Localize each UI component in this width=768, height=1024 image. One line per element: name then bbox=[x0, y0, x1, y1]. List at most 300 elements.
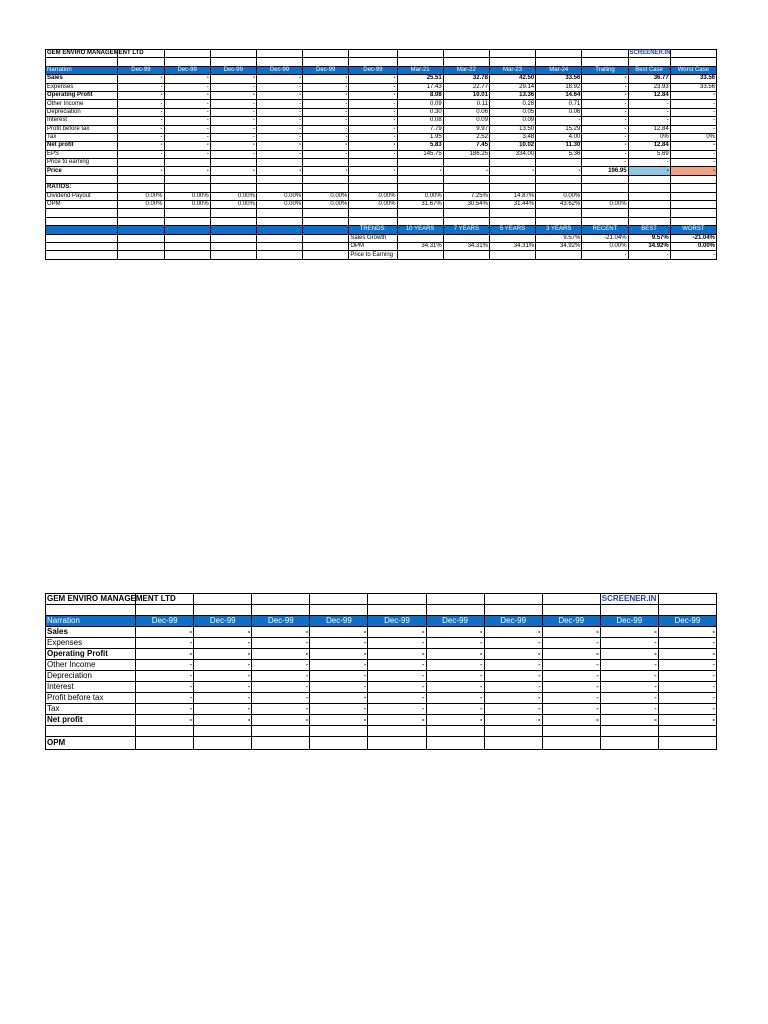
value-cell[interactable]: - bbox=[628, 167, 670, 175]
value-cell[interactable]: 33.56 bbox=[670, 83, 716, 91]
empty-cell[interactable] bbox=[484, 737, 542, 750]
value-cell[interactable] bbox=[443, 159, 489, 167]
value-cell[interactable]: 196.95 bbox=[582, 167, 628, 175]
value-cell[interactable]: - bbox=[582, 159, 628, 167]
empty-cell[interactable] bbox=[310, 726, 368, 737]
value-cell[interactable]: - bbox=[118, 167, 164, 175]
empty-cell[interactable] bbox=[118, 58, 164, 66]
value-cell[interactable]: 5.83 bbox=[397, 142, 443, 150]
value-cell[interactable]: - bbox=[164, 91, 210, 99]
value-cell[interactable]: - bbox=[310, 660, 368, 671]
value-cell[interactable]: - bbox=[256, 167, 302, 175]
value-cell[interactable]: - bbox=[349, 117, 397, 125]
empty-cell[interactable] bbox=[349, 58, 397, 66]
value-cell[interactable]: - bbox=[542, 693, 600, 704]
trends-header[interactable]: RECENT bbox=[582, 226, 628, 234]
column-header[interactable]: Dec-99 bbox=[194, 616, 252, 627]
empty-cell[interactable] bbox=[484, 594, 542, 605]
empty-cell[interactable] bbox=[164, 50, 210, 58]
trends-header[interactable]: 7 YEARS bbox=[443, 226, 489, 234]
value-cell[interactable]: 3.48 bbox=[489, 133, 535, 141]
empty-cell[interactable] bbox=[164, 184, 210, 192]
value-cell[interactable]: - bbox=[542, 660, 600, 671]
empty-cell[interactable] bbox=[489, 209, 535, 217]
trend-value[interactable] bbox=[536, 251, 582, 259]
empty-cell[interactable] bbox=[397, 58, 443, 66]
value-cell[interactable]: 0.00% bbox=[164, 192, 210, 200]
value-cell[interactable]: 13.50 bbox=[489, 125, 535, 133]
value-cell[interactable]: 0.00% bbox=[118, 192, 164, 200]
value-cell[interactable]: - bbox=[256, 83, 302, 91]
value-cell[interactable]: 186.25 bbox=[443, 150, 489, 158]
value-cell[interactable]: 43.62% bbox=[536, 201, 582, 209]
empty-cell[interactable] bbox=[368, 594, 426, 605]
empty-cell[interactable] bbox=[443, 58, 489, 66]
value-cell[interactable]: - bbox=[600, 671, 658, 682]
empty-cell[interactable] bbox=[443, 184, 489, 192]
value-cell[interactable] bbox=[489, 159, 535, 167]
value-cell[interactable] bbox=[164, 159, 210, 167]
column-header[interactable]: Trailing bbox=[582, 66, 628, 74]
value-cell[interactable]: - bbox=[670, 125, 716, 133]
value-cell[interactable]: 0.08 bbox=[397, 117, 443, 125]
trend-label[interactable]: Sales Growth bbox=[349, 234, 397, 242]
empty-cell[interactable] bbox=[252, 594, 310, 605]
empty-cell[interactable] bbox=[210, 217, 256, 225]
value-cell[interactable]: - bbox=[136, 671, 194, 682]
value-cell[interactable] bbox=[628, 192, 670, 200]
value-cell[interactable]: 0.09 bbox=[443, 117, 489, 125]
empty-cell[interactable] bbox=[426, 594, 484, 605]
column-header[interactable]: Dec-99 bbox=[164, 66, 210, 74]
value-cell[interactable]: 145.75 bbox=[397, 150, 443, 158]
row-label[interactable]: Profit before tax bbox=[46, 125, 118, 133]
value-cell[interactable]: 0% bbox=[628, 133, 670, 141]
empty-cell[interactable] bbox=[46, 58, 118, 66]
empty-cell[interactable] bbox=[658, 605, 716, 616]
empty-cell[interactable] bbox=[349, 50, 397, 58]
value-cell[interactable]: - bbox=[136, 638, 194, 649]
empty-cell[interactable] bbox=[349, 209, 397, 217]
row-label[interactable]: Operating Profit bbox=[46, 649, 136, 660]
empty-cell[interactable] bbox=[118, 251, 164, 259]
value-cell[interactable]: - bbox=[397, 167, 443, 175]
narration-header[interactable]: Narration bbox=[46, 66, 118, 74]
column-header[interactable]: Dec-99 bbox=[426, 616, 484, 627]
value-cell[interactable]: - bbox=[536, 167, 582, 175]
value-cell[interactable]: - bbox=[542, 627, 600, 638]
empty-cell[interactable] bbox=[303, 58, 349, 66]
value-cell[interactable]: 12.84 bbox=[628, 125, 670, 133]
screener-link[interactable]: SCREENER.IN bbox=[601, 594, 657, 603]
empty-cell[interactable] bbox=[210, 175, 256, 183]
trend-value[interactable] bbox=[397, 251, 443, 259]
value-cell[interactable]: - bbox=[484, 693, 542, 704]
empty-cell[interactable] bbox=[136, 737, 194, 750]
value-cell[interactable]: 0.00% bbox=[303, 201, 349, 209]
value-cell[interactable]: - bbox=[658, 627, 716, 638]
value-cell[interactable]: - bbox=[484, 671, 542, 682]
ratios-label[interactable]: RATIOS: bbox=[46, 184, 118, 192]
empty-cell[interactable] bbox=[628, 58, 670, 66]
empty-cell[interactable] bbox=[303, 217, 349, 225]
empty-cell[interactable] bbox=[118, 242, 164, 250]
value-cell[interactable]: - bbox=[310, 682, 368, 693]
trends-header[interactable]: WORST bbox=[670, 226, 716, 234]
empty-cell[interactable] bbox=[164, 226, 210, 234]
trend-value[interactable]: 34.31% bbox=[443, 242, 489, 250]
value-cell[interactable]: 0.00% bbox=[536, 192, 582, 200]
value-cell[interactable] bbox=[303, 159, 349, 167]
row-label[interactable]: Net profit bbox=[46, 715, 136, 726]
column-header[interactable]: Mar-21 bbox=[397, 66, 443, 74]
empty-cell[interactable] bbox=[256, 175, 302, 183]
empty-cell[interactable] bbox=[256, 226, 302, 234]
value-cell[interactable]: - bbox=[252, 649, 310, 660]
empty-cell[interactable] bbox=[256, 58, 302, 66]
value-cell[interactable]: 33.56 bbox=[536, 75, 582, 83]
value-cell[interactable]: - bbox=[118, 91, 164, 99]
empty-cell[interactable] bbox=[303, 251, 349, 259]
row-label[interactable]: Interest bbox=[46, 117, 118, 125]
trend-value[interactable]: - bbox=[670, 251, 716, 259]
empty-cell[interactable] bbox=[118, 209, 164, 217]
empty-cell[interactable] bbox=[310, 605, 368, 616]
empty-cell[interactable] bbox=[582, 184, 628, 192]
empty-cell[interactable] bbox=[164, 242, 210, 250]
value-cell[interactable]: - bbox=[658, 715, 716, 726]
empty-cell[interactable] bbox=[256, 217, 302, 225]
empty-cell[interactable] bbox=[426, 726, 484, 737]
value-cell[interactable]: - bbox=[252, 715, 310, 726]
value-cell[interactable]: - bbox=[658, 693, 716, 704]
empty-cell[interactable] bbox=[628, 175, 670, 183]
trend-value[interactable]: - bbox=[582, 251, 628, 259]
empty-cell[interactable] bbox=[252, 726, 310, 737]
value-cell[interactable]: - bbox=[164, 133, 210, 141]
value-cell[interactable]: 0.00% bbox=[303, 192, 349, 200]
empty-cell[interactable] bbox=[536, 184, 582, 192]
row-label[interactable]: Profit before tax bbox=[46, 693, 136, 704]
value-cell[interactable]: - bbox=[210, 125, 256, 133]
empty-cell[interactable] bbox=[600, 605, 658, 616]
value-cell[interactable]: - bbox=[210, 83, 256, 91]
value-cell[interactable]: - bbox=[310, 627, 368, 638]
empty-cell[interactable] bbox=[397, 184, 443, 192]
empty-cell[interactable] bbox=[489, 217, 535, 225]
value-cell[interactable]: - bbox=[484, 704, 542, 715]
value-cell[interactable]: - bbox=[600, 715, 658, 726]
value-cell[interactable] bbox=[670, 201, 716, 209]
empty-cell[interactable] bbox=[489, 175, 535, 183]
row-label[interactable]: EPS bbox=[46, 150, 118, 158]
empty-cell[interactable] bbox=[536, 58, 582, 66]
value-cell[interactable]: 22.77 bbox=[443, 83, 489, 91]
empty-cell[interactable] bbox=[536, 175, 582, 183]
trend-value[interactable]: -21.04% bbox=[670, 234, 716, 242]
value-cell[interactable]: - bbox=[582, 91, 628, 99]
value-cell[interactable] bbox=[582, 192, 628, 200]
value-cell[interactable]: - bbox=[118, 142, 164, 150]
value-cell[interactable]: - bbox=[310, 715, 368, 726]
trend-value[interactable]: -21.04% bbox=[582, 234, 628, 242]
value-cell[interactable]: - bbox=[600, 682, 658, 693]
value-cell[interactable]: - bbox=[303, 125, 349, 133]
value-cell[interactable]: - bbox=[582, 125, 628, 133]
value-cell[interactable]: - bbox=[349, 125, 397, 133]
value-cell[interactable]: 10.02 bbox=[489, 142, 535, 150]
value-cell[interactable]: - bbox=[256, 142, 302, 150]
value-cell[interactable]: - bbox=[164, 83, 210, 91]
empty-cell[interactable] bbox=[164, 217, 210, 225]
empty-cell[interactable] bbox=[426, 605, 484, 616]
company-name[interactable]: GEM ENVIRO MANAGEMENT LTD bbox=[47, 50, 144, 57]
value-cell[interactable]: - bbox=[368, 704, 426, 715]
value-cell[interactable]: - bbox=[256, 75, 302, 83]
value-cell[interactable]: - bbox=[194, 715, 252, 726]
row-label[interactable]: Price to earning bbox=[46, 159, 118, 167]
empty-cell[interactable] bbox=[536, 209, 582, 217]
value-cell[interactable]: 12.84 bbox=[628, 91, 670, 99]
value-cell[interactable]: - bbox=[252, 693, 310, 704]
value-cell[interactable]: 29.14 bbox=[489, 83, 535, 91]
value-cell[interactable]: - bbox=[194, 671, 252, 682]
empty-cell[interactable] bbox=[252, 605, 310, 616]
value-cell[interactable]: 42.50 bbox=[489, 75, 535, 83]
value-cell[interactable]: - bbox=[582, 75, 628, 83]
value-cell[interactable]: - bbox=[349, 108, 397, 116]
empty-cell[interactable] bbox=[252, 737, 310, 750]
value-cell[interactable]: 36.77 bbox=[628, 75, 670, 83]
value-cell[interactable]: - bbox=[164, 150, 210, 158]
value-cell[interactable]: 32.78 bbox=[443, 75, 489, 83]
empty-cell[interactable] bbox=[118, 226, 164, 234]
value-cell[interactable]: - bbox=[136, 715, 194, 726]
empty-cell[interactable] bbox=[46, 175, 118, 183]
empty-cell[interactable] bbox=[46, 217, 118, 225]
value-cell[interactable]: 334.00 bbox=[489, 150, 535, 158]
value-cell[interactable]: - bbox=[303, 133, 349, 141]
value-cell[interactable]: 12.84 bbox=[628, 142, 670, 150]
empty-cell[interactable] bbox=[670, 58, 716, 66]
column-header[interactable]: Dec-99 bbox=[118, 66, 164, 74]
value-cell[interactable]: 14.64 bbox=[536, 91, 582, 99]
value-cell[interactable]: - bbox=[256, 125, 302, 133]
value-cell[interactable]: - bbox=[670, 108, 716, 116]
trend-label[interactable]: OPM bbox=[349, 242, 397, 250]
value-cell[interactable]: 7.45 bbox=[443, 142, 489, 150]
value-cell[interactable]: - bbox=[536, 117, 582, 125]
value-cell[interactable]: - bbox=[484, 682, 542, 693]
value-cell[interactable] bbox=[210, 159, 256, 167]
empty-cell[interactable] bbox=[46, 605, 136, 616]
empty-cell[interactable] bbox=[484, 726, 542, 737]
value-cell[interactable]: - bbox=[628, 117, 670, 125]
empty-cell[interactable] bbox=[628, 217, 670, 225]
value-cell[interactable]: - bbox=[256, 117, 302, 125]
value-cell[interactable]: - bbox=[426, 660, 484, 671]
value-cell[interactable]: - bbox=[210, 91, 256, 99]
empty-cell[interactable] bbox=[484, 605, 542, 616]
value-cell[interactable]: - bbox=[349, 100, 397, 108]
trend-value[interactable]: 34.92% bbox=[536, 242, 582, 250]
value-cell[interactable]: 0.00% bbox=[349, 192, 397, 200]
value-cell[interactable]: - bbox=[443, 167, 489, 175]
empty-cell[interactable] bbox=[582, 209, 628, 217]
column-header[interactable]: Dec-99 bbox=[210, 66, 256, 74]
value-cell[interactable]: - bbox=[303, 83, 349, 91]
value-cell[interactable]: - bbox=[349, 142, 397, 150]
trends-header[interactable]: 10 YEARS bbox=[397, 226, 443, 234]
trends-header[interactable]: TRENDS: bbox=[349, 226, 397, 234]
empty-cell[interactable] bbox=[164, 175, 210, 183]
value-cell[interactable]: - bbox=[194, 638, 252, 649]
value-cell[interactable]: - bbox=[670, 167, 716, 175]
value-cell[interactable] bbox=[397, 159, 443, 167]
empty-cell[interactable] bbox=[118, 184, 164, 192]
value-cell[interactable]: - bbox=[426, 638, 484, 649]
empty-cell[interactable] bbox=[256, 184, 302, 192]
empty-cell[interactable] bbox=[194, 726, 252, 737]
column-header[interactable]: Dec-99 bbox=[542, 616, 600, 627]
value-cell[interactable]: - bbox=[658, 682, 716, 693]
value-cell[interactable]: - bbox=[542, 715, 600, 726]
value-cell[interactable]: - bbox=[542, 682, 600, 693]
empty-cell[interactable] bbox=[136, 726, 194, 737]
empty-cell[interactable] bbox=[426, 737, 484, 750]
value-cell[interactable]: 17.43 bbox=[397, 83, 443, 91]
value-cell[interactable]: - bbox=[136, 682, 194, 693]
empty-cell[interactable] bbox=[210, 234, 256, 242]
value-cell[interactable]: - bbox=[303, 100, 349, 108]
value-cell[interactable]: - bbox=[582, 117, 628, 125]
value-cell[interactable]: 0.00% bbox=[256, 192, 302, 200]
empty-cell[interactable] bbox=[194, 737, 252, 750]
empty-cell[interactable] bbox=[658, 594, 716, 605]
empty-cell[interactable] bbox=[118, 175, 164, 183]
value-cell[interactable]: 0.00% bbox=[349, 201, 397, 209]
value-cell[interactable]: 15.29 bbox=[536, 125, 582, 133]
trend-value[interactable]: 34.31% bbox=[489, 242, 535, 250]
value-cell[interactable]: - bbox=[670, 117, 716, 125]
value-cell[interactable]: - bbox=[582, 150, 628, 158]
value-cell[interactable]: - bbox=[368, 715, 426, 726]
value-cell[interactable]: 0.00% bbox=[210, 201, 256, 209]
value-cell[interactable]: - bbox=[349, 150, 397, 158]
empty-cell[interactable] bbox=[303, 209, 349, 217]
value-cell[interactable]: - bbox=[118, 100, 164, 108]
value-cell[interactable]: 31.67% bbox=[397, 201, 443, 209]
empty-cell[interactable] bbox=[489, 184, 535, 192]
value-cell[interactable]: - bbox=[256, 91, 302, 99]
empty-cell[interactable] bbox=[349, 175, 397, 183]
value-cell[interactable]: - bbox=[210, 133, 256, 141]
empty-cell[interactable] bbox=[582, 175, 628, 183]
value-cell[interactable]: - bbox=[164, 117, 210, 125]
opm-label[interactable]: OPM bbox=[46, 737, 136, 750]
empty-cell[interactable] bbox=[303, 242, 349, 250]
value-cell[interactable]: 0.09 bbox=[489, 117, 535, 125]
value-cell[interactable]: 0% bbox=[670, 133, 716, 141]
empty-cell[interactable] bbox=[310, 594, 368, 605]
value-cell[interactable]: - bbox=[164, 142, 210, 150]
trends-header[interactable]: 3 YEARS bbox=[536, 226, 582, 234]
column-header[interactable]: Dec-99 bbox=[252, 616, 310, 627]
value-cell[interactable]: 4.00 bbox=[536, 133, 582, 141]
row-label[interactable]: Dividend Payout bbox=[46, 192, 118, 200]
empty-cell[interactable] bbox=[397, 175, 443, 183]
value-cell[interactable]: 1.95 bbox=[397, 133, 443, 141]
trend-value[interactable]: 34.31% bbox=[397, 242, 443, 250]
value-cell[interactable]: 31.44% bbox=[489, 201, 535, 209]
empty-cell[interactable] bbox=[303, 226, 349, 234]
trend-label[interactable]: Price to Earning bbox=[349, 251, 397, 259]
empty-cell[interactable] bbox=[443, 217, 489, 225]
empty-cell[interactable] bbox=[582, 50, 628, 58]
empty-cell[interactable] bbox=[136, 605, 194, 616]
empty-cell[interactable] bbox=[256, 50, 302, 58]
value-cell[interactable]: - bbox=[210, 100, 256, 108]
value-cell[interactable]: - bbox=[210, 150, 256, 158]
empty-cell[interactable] bbox=[397, 209, 443, 217]
value-cell[interactable]: 18.92 bbox=[536, 83, 582, 91]
value-cell[interactable]: - bbox=[658, 638, 716, 649]
value-cell[interactable]: - bbox=[194, 682, 252, 693]
empty-cell[interactable] bbox=[349, 217, 397, 225]
value-cell[interactable]: - bbox=[670, 142, 716, 150]
value-cell[interactable]: - bbox=[582, 133, 628, 141]
row-label[interactable]: Other Income bbox=[46, 660, 136, 671]
empty-cell[interactable] bbox=[46, 251, 118, 259]
value-cell[interactable]: - bbox=[310, 671, 368, 682]
trend-value[interactable] bbox=[397, 234, 443, 242]
empty-cell[interactable] bbox=[194, 594, 252, 605]
empty-cell[interactable] bbox=[303, 175, 349, 183]
value-cell[interactable]: - bbox=[658, 660, 716, 671]
value-cell[interactable]: - bbox=[252, 671, 310, 682]
value-cell[interactable]: - bbox=[628, 108, 670, 116]
value-cell[interactable]: - bbox=[303, 117, 349, 125]
value-cell[interactable]: - bbox=[349, 83, 397, 91]
empty-cell[interactable] bbox=[349, 184, 397, 192]
value-cell[interactable]: - bbox=[303, 142, 349, 150]
empty-cell[interactable] bbox=[443, 175, 489, 183]
value-cell[interactable]: - bbox=[256, 150, 302, 158]
trend-value[interactable]: 0.00% bbox=[582, 242, 628, 250]
value-cell[interactable]: - bbox=[210, 142, 256, 150]
value-cell[interactable]: 9.97 bbox=[443, 125, 489, 133]
value-cell[interactable]: - bbox=[118, 133, 164, 141]
narration-header[interactable]: Narration bbox=[46, 616, 136, 627]
empty-cell[interactable] bbox=[582, 58, 628, 66]
value-cell[interactable] bbox=[670, 192, 716, 200]
empty-cell[interactable] bbox=[600, 737, 658, 750]
row-label[interactable]: Sales bbox=[46, 627, 136, 638]
value-cell[interactable]: 33.56 bbox=[670, 75, 716, 83]
row-label[interactable]: Interest bbox=[46, 682, 136, 693]
value-cell[interactable]: - bbox=[349, 75, 397, 83]
value-cell[interactable]: - bbox=[349, 133, 397, 141]
column-header[interactable]: Dec-99 bbox=[303, 66, 349, 74]
empty-cell[interactable] bbox=[46, 226, 118, 234]
value-cell[interactable]: - bbox=[252, 704, 310, 715]
value-cell[interactable]: - bbox=[349, 91, 397, 99]
value-cell[interactable]: - bbox=[252, 627, 310, 638]
value-cell[interactable]: - bbox=[303, 150, 349, 158]
value-cell[interactable]: - bbox=[489, 167, 535, 175]
row-label[interactable]: Price bbox=[46, 167, 118, 175]
value-cell[interactable]: 25.51 bbox=[397, 75, 443, 83]
